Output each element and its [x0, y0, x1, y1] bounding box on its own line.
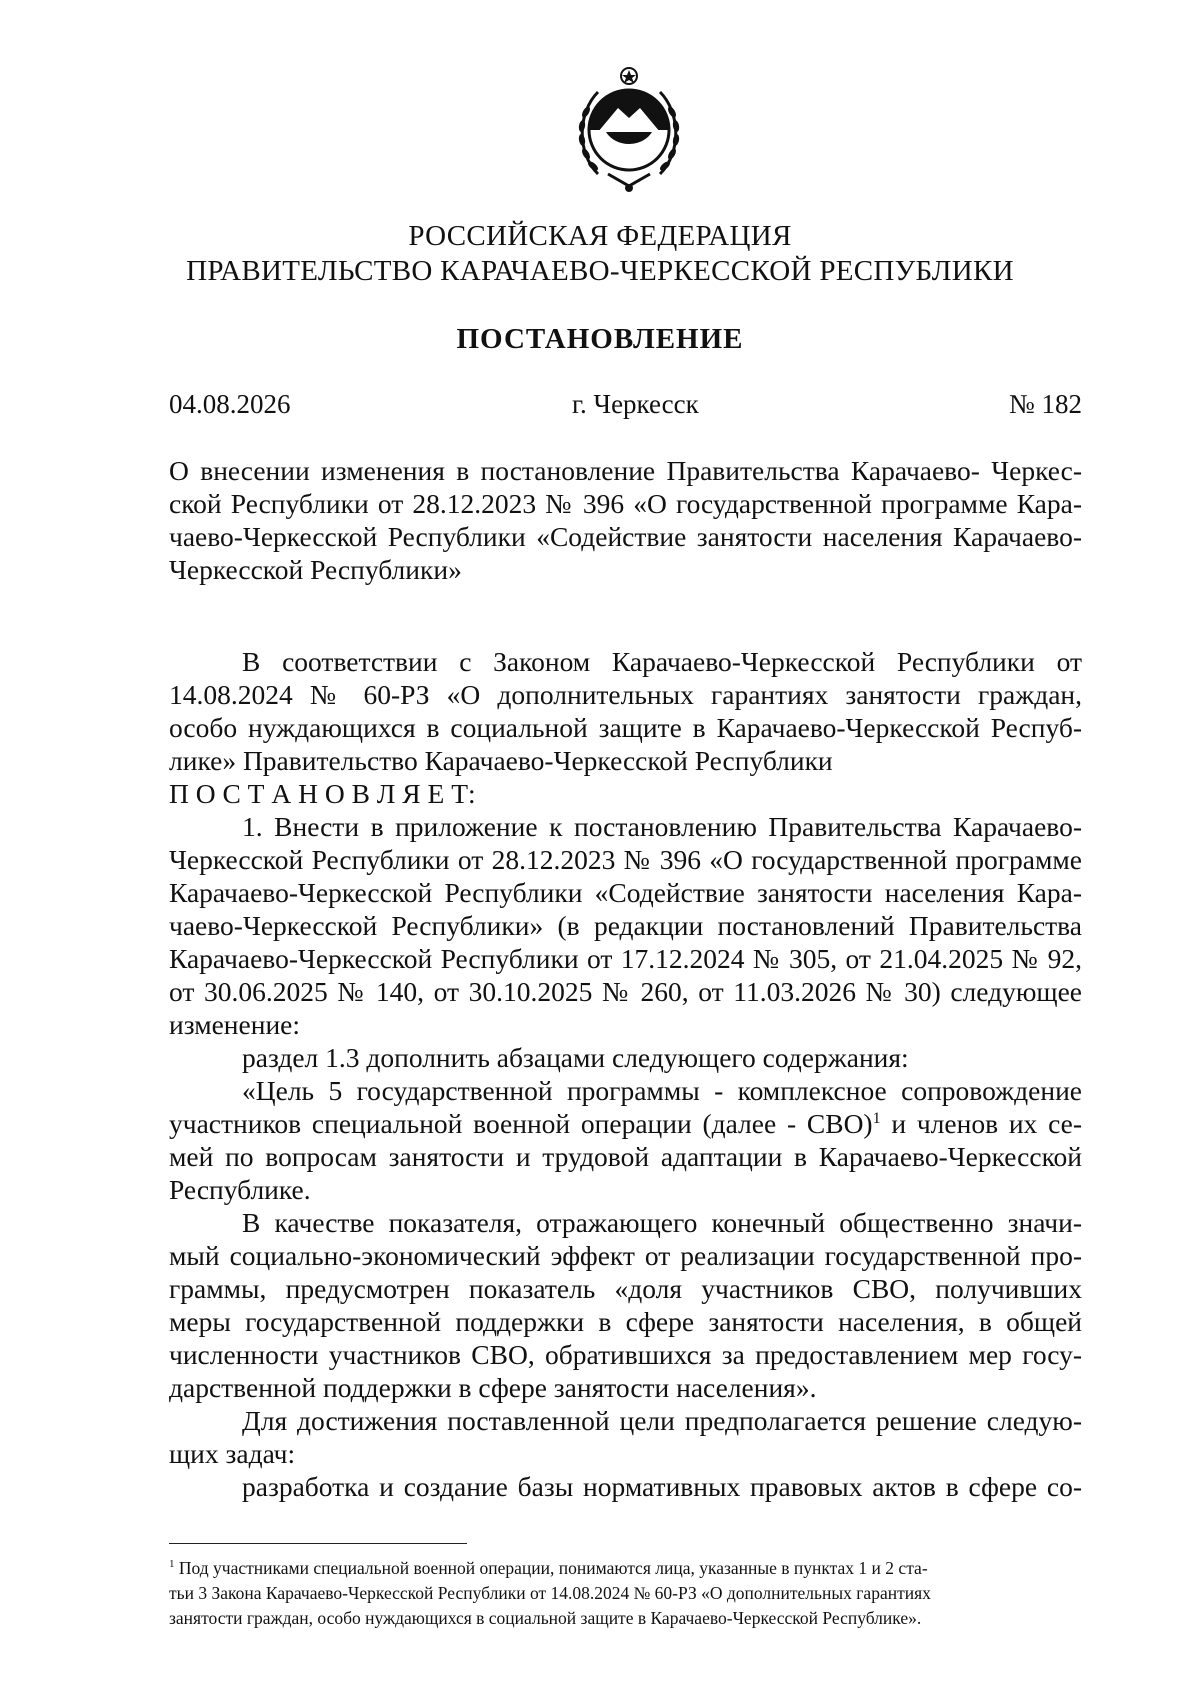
body-line: мый социально-экономический эффект от реализации государственной про-	[169, 1240, 1082, 1271]
footnote-line	[169, 1556, 1054, 1580]
body-line: 1. Внести в приложение к постановлению Правительства Карачаево-	[242, 811, 1082, 842]
body-line: меры государственной поддержки в сфере занятости населения, в общей	[169, 1306, 1082, 1337]
body-line: Республике.	[169, 1174, 311, 1205]
body-line: В качестве показателя, отражающего конечный общественно значи-	[242, 1207, 1082, 1238]
body-line: численности участников СВО, обратившихся за предоставлением мер госу-	[169, 1339, 1082, 1370]
body-line: Для достижения поставленной цели предполагается решение следую-	[242, 1405, 1082, 1436]
body-line: разработка и создание базы нормативных правовых актов в сфере со-	[242, 1471, 1082, 1502]
header-country: РОССИЙСКАЯ ФЕДЕРАЦИЯ	[408, 220, 792, 252]
footnote-line: занятости граждан, особо нуждающихся в социальной защите в Карачаево-Черкесской Республике».	[169, 1608, 922, 1628]
body-text: и членов их се-	[880, 1108, 1082, 1139]
document-number: № 182	[1008, 389, 1082, 419]
document-city: г. Черкесск	[572, 389, 699, 419]
title-line: чаево-Черкесской Республики «Содействие занятости населения Карачаево-	[169, 521, 1082, 552]
footnote-separator	[169, 1543, 467, 1544]
body-text: участников специальной военной операции (далее - СВО)	[169, 1108, 873, 1139]
body-line: лике» Правительство Карачаево-Черкесской Республики	[169, 745, 833, 776]
body-line: раздел 1.3 дополнить абзацами следующего содержания:	[242, 1042, 909, 1073]
body-line: «Цель 5 государственной программы - комплексное сопровождение	[242, 1075, 1082, 1106]
body-line: от 30.06.2025 № 140, от 30.10.2025 № 260, от 11.03.2026 № 30) следующее	[169, 976, 1082, 1007]
resolves-heading: П О С Т А Н О В Л Я Е Т:	[169, 778, 476, 809]
body-line: мей по вопросам занятости и трудовой адаптации в Карачаево-Черкесской	[169, 1141, 1082, 1172]
body-line: В соответствии с Законом Карачаево-Черкесской Республики от	[242, 646, 1082, 677]
body-line: Черкесской Республики от 28.12.2023 № 396 «О государственной программе	[169, 844, 1082, 875]
title-line: ской Республики от 28.12.2023 № 396 «О государственной программе Кара-	[169, 488, 1082, 519]
body-line-with-footnote	[169, 1108, 1082, 1141]
document-type: ПОСТАНОВЛЕНИЕ	[456, 323, 744, 355]
footnote-marker: 1	[169, 1558, 175, 1571]
body-line: особо нуждающихся в социальной защите в Карачаево-Черкесской Респуб-	[169, 712, 1082, 743]
body-line: 14.08.2024 № 60-РЗ «О дополнительных гарантиях занятости граждан,	[169, 679, 1082, 710]
title-line: Черкесской Республики»	[169, 554, 462, 585]
title-line: О внесении изменения в постановление Правительства Карачаево- Черкес-	[169, 455, 1082, 486]
body-line: щих задач:	[169, 1438, 296, 1469]
body-line: чаево-Черкесской Республики» (в редакции постановлений Правительства	[169, 910, 1082, 941]
footnote-text: Под участниками специальной военной операции, понимаются лица, указанные в пунктах 1 и 2 ста-	[174, 1558, 928, 1578]
body-line: дарственной поддержки в сфере занятости населения».	[169, 1372, 817, 1403]
footnote-line: тьи 3 Закона Карачаево-Черкесской Республики от 14.08.2024 № 60-РЗ «О дополнительных гарантиях	[169, 1583, 931, 1603]
footnote-reference: 1	[872, 1109, 881, 1127]
coat-of-arms-emblem	[568, 62, 690, 196]
body-line: Карачаево-Черкесской Республики от 17.12.2024 № 305, от 21.04.2025 № 92,	[169, 943, 1082, 974]
body-line: Карачаево-Черкесской Республики «Содействие занятости населения Кара-	[169, 877, 1082, 908]
document-date: 04.08.2026	[169, 389, 291, 419]
header-government: ПРАВИТЕЛЬСТВО КАРАЧАЕВО-ЧЕРКЕССКОЙ РЕСПУБЛИКИ	[186, 255, 1014, 287]
body-line: изменение:	[169, 1009, 301, 1040]
body-line: граммы, предусмотрен показатель «доля участников СВО, получивших	[169, 1273, 1082, 1304]
